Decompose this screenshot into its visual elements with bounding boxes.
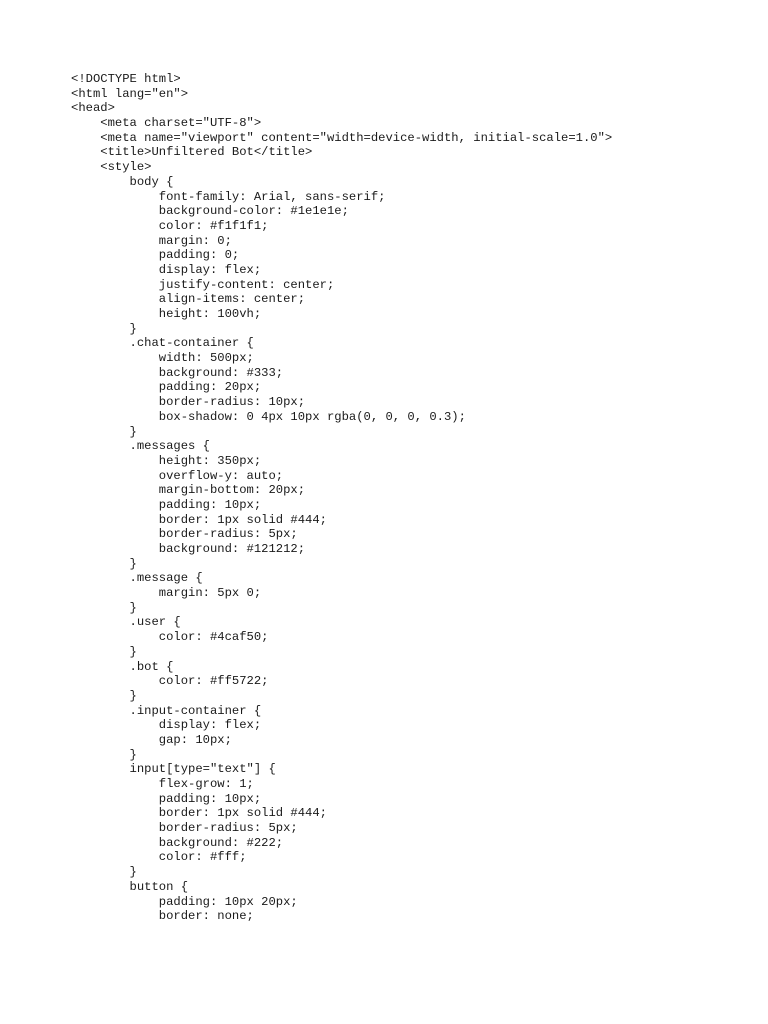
code-line: <head>: [71, 101, 115, 116]
code-line: <style>: [71, 160, 152, 175]
code-line: padding: 0;: [71, 248, 240, 263]
code-line: padding: 10px;: [71, 791, 262, 806]
code-line: border: none;: [71, 909, 254, 924]
code-line: }: [71, 600, 137, 615]
code-line: align-items: center;: [71, 292, 306, 307]
code-line: .message {: [71, 571, 203, 586]
code-line: <!DOCTYPE html>: [71, 72, 181, 86]
code-line: .user {: [71, 615, 181, 630]
code-line: body {: [71, 174, 174, 189]
code-line: }: [71, 688, 137, 703]
code-line: .input-container {: [71, 703, 262, 718]
code-line: .bot {: [71, 659, 174, 674]
code-line: }: [71, 321, 137, 336]
code-line: color: #ff5722;: [71, 674, 269, 689]
code-line: <title>Unfiltered Bot</title>: [71, 145, 313, 160]
code-line: box-shadow: 0 4px 10px rgba(0, 0, 0, 0.3);: [71, 409, 466, 424]
code-line: padding: 20px;: [71, 380, 262, 395]
code-line: background: #222;: [71, 835, 284, 850]
code-line: <meta name="viewport" content="width=device-width, initial-scale=1.0">: [71, 130, 613, 145]
code-line: border-radius: 10px;: [71, 395, 306, 410]
code-line: border: 1px solid #444;: [71, 512, 327, 527]
code-listing: [71, 72, 612, 924]
code-line: }: [71, 556, 137, 571]
code-line: display: flex;: [71, 718, 262, 733]
code-line: gap: 10px;: [71, 732, 232, 747]
code-line: }: [71, 424, 137, 439]
code-line: color: #fff;: [71, 850, 247, 865]
code-line: border-radius: 5px;: [71, 821, 298, 836]
code-line: padding: 10px 20px;: [71, 894, 298, 909]
code-line: border: 1px solid #444;: [71, 806, 327, 821]
code-line: height: 100vh;: [71, 307, 262, 321]
code-line: background-color: #1e1e1e;: [71, 204, 349, 219]
code-line: input[type="text"] {: [71, 762, 276, 777]
code-line: }: [71, 644, 137, 659]
code-line: button {: [71, 879, 189, 894]
code-line: }: [71, 747, 137, 762]
code-line: border-radius: 5px;: [71, 527, 298, 542]
code-line: background: #333;: [71, 365, 284, 380]
code-line: margin: 0;: [71, 233, 232, 248]
code-line: .chat-container {: [71, 336, 254, 351]
code-line: }: [71, 865, 137, 880]
code-line: color: #f1f1f1;: [71, 218, 269, 233]
code-line: color: #4caf50;: [71, 630, 269, 645]
code-line: height: 350px;: [71, 453, 262, 468]
code-line: display: flex;: [71, 262, 262, 277]
code-line: padding: 10px;: [71, 497, 262, 512]
code-line: margin: 5px 0;: [71, 586, 262, 601]
code-line: .messages {: [71, 439, 210, 454]
code-line: font-family: Arial, sans-serif;: [71, 189, 386, 204]
code-line: <meta charset="UTF-8">: [71, 116, 262, 131]
code-line: background: #121212;: [71, 542, 306, 556]
code-line: justify-content: center;: [71, 277, 335, 292]
code-line: width: 500px;: [71, 351, 254, 366]
code-line: overflow-y: auto;: [71, 468, 284, 483]
code-line: flex-grow: 1;: [71, 777, 254, 791]
code-line: <html lang="en">: [71, 86, 189, 101]
code-line: margin-bottom: 20px;: [71, 483, 306, 498]
